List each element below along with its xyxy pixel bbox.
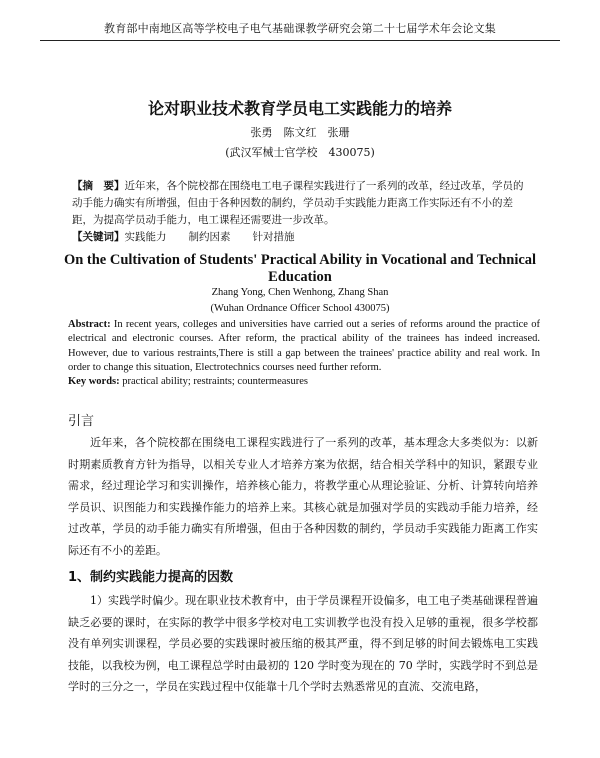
english-authors: Zhang Yong, Chen Wenhong, Zhang Shan xyxy=(211,287,389,298)
chinese-abstract-text: 近年来，各个院校都在围绕电工电子课程实践进行了一系列的改革，经过改革，学员的动手能力确实有所增强，但由于各种因数的制约，学员动手实践能力距离工作实际还有不小的差距，为提高学员动手能力，电工课程还需要进一步改革。 xyxy=(72,180,524,226)
header-rule xyxy=(40,40,560,41)
running-header: 教育部中南地区高等学校电子电气基础课教学研究会第二十七届学术年会论文集 xyxy=(104,22,496,35)
english-title: On the Cultivation of Students' Practical Ability in Vocational and Technical Education xyxy=(63,252,537,285)
chinese-abstract-label: 【摘 要】 xyxy=(72,180,125,192)
english-keywords-text: practical ability; restraints; countermeasures xyxy=(119,376,308,387)
english-abstract xyxy=(68,318,540,376)
english-affiliation: (Wuhan Ordnance Officer School 430075) xyxy=(210,303,390,314)
section-heading-1: 1、制约实践能力提高的因数 xyxy=(68,570,234,585)
english-abstract-text: In recent years, colleges and universities have carried out a series of reforms around the practice of electrical and electronic courses. After reform, the practical ability of the trainees has indeed increased. However, due to various restraints,There is still a gap between the trainees' practice ability and real work. In order to change this situation, Electrotechnics courses need further reform. xyxy=(68,319,540,374)
keyword: 实践能力 xyxy=(124,231,167,243)
chinese-title: 论对职业技术教育学员电工实践能力的培养 xyxy=(147,99,452,118)
english-abstract-label: Abstract: xyxy=(68,319,111,330)
chinese-keywords xyxy=(72,230,530,244)
chinese-authors: 张勇 陈文红 张珊 xyxy=(250,126,350,139)
section-1-paragraph: 1）实践学时偏少。现在职业技术教育中，由于学员课程开设偏多，电工电子类基础课程普遍缺乏必要的课时，在实际的教学中很多学校对电工实训教学也没有投入足够的重视，很多学校都没有单列实训课程，学员必要的实践课时被压缩的极其严重，得不到足够的时间去锻炼电工实践技能，以我校为例，电工课程总学时由最初的 120 学时变为现在的 70 学时，实践学时不到总是学时的三分之一，学员在实践过程中仅能靠十几个学时去熟悉常见的直流、交流电路， xyxy=(68,594,538,693)
chinese-abstract xyxy=(72,178,530,229)
english-keywords-label: Key words: xyxy=(68,376,120,387)
english-keywords xyxy=(68,376,540,387)
keyword: 针对措施 xyxy=(252,231,295,243)
chinese-affiliation: (武汉军械士官学校 430075) xyxy=(225,146,375,159)
keyword: 制约因素 xyxy=(188,231,231,243)
section-heading-intro: 引言 xyxy=(68,414,95,429)
intro-paragraph: 近年来，各个院校都在围绕电工课程实践进行了一系列的改革，基本理念大多类似为：以新时期素质教育方针为指导，以相关专业人才培养方案为依据，结合相关学科中的知识，紧跟专业需求，经过理论学习和实训操作，培养核心能力，将教学重心从理论验证、分析、计算转向培养学员识、识图能力和实践操作能力的培养上来。其核心就是加强对学员的实践动手能力培养，经过改革，学员的动手能力确实有所增强，但由于各种因数的制约，学员动手实践能力距离工作实际还有不小的差距。 xyxy=(68,436,538,557)
chinese-keywords-label: 【关键词】 xyxy=(72,231,125,243)
